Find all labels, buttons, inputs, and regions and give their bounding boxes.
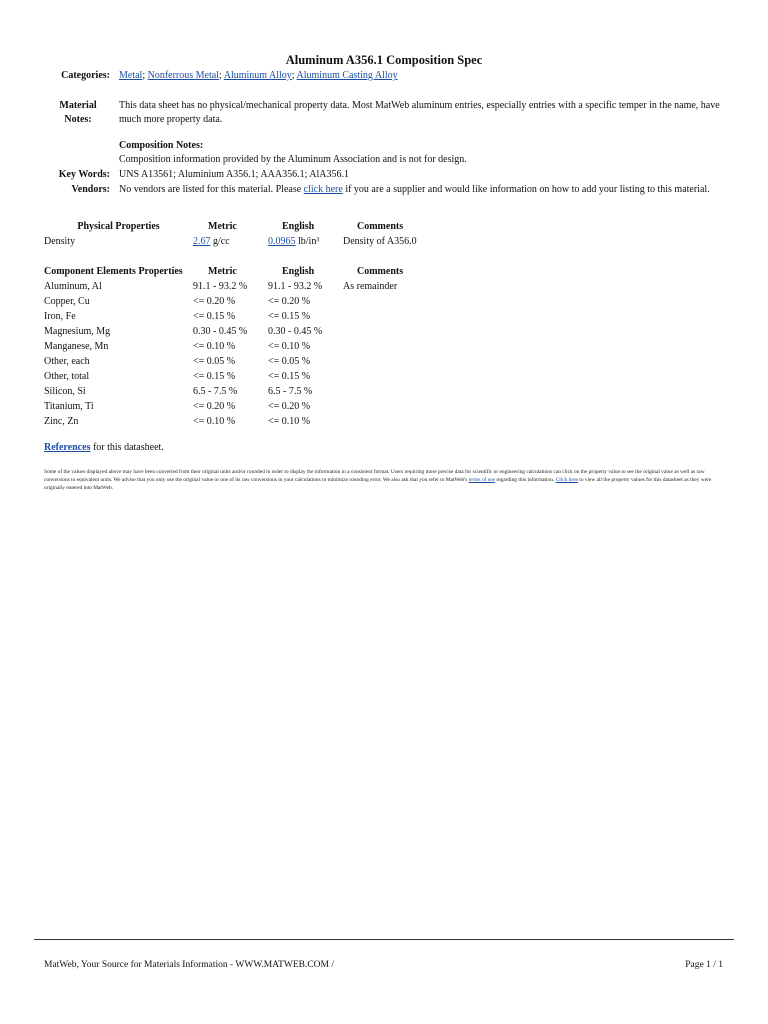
metric-value: <= 0.10 %	[193, 341, 236, 352]
element-name: Other, each	[44, 356, 90, 367]
disclaimer-part3: to view all the property values for this datasheet as they were originally entered into MatWeb.	[44, 477, 712, 491]
english-value	[268, 234, 343, 249]
element-name: Titanium, Ti	[44, 401, 94, 412]
table-row	[44, 414, 477, 429]
metric-value: 6.5 - 7.5 %	[193, 386, 238, 397]
category-link-metal[interactable]: Metal	[119, 70, 143, 81]
category-separator: ;	[291, 70, 297, 81]
english-value: <= 0.15 %	[268, 311, 311, 322]
category-link-nonferrous-metal[interactable]: Nonferrous Metal	[147, 70, 219, 81]
vendors-click-here-link[interactable]: click here	[303, 184, 343, 195]
density-metric-link[interactable]: 2.67	[193, 236, 211, 247]
component-elements-header: Component Elements Properties	[44, 266, 183, 277]
comment	[343, 369, 477, 384]
footer-source-text: MatWeb, Your Source for Materials Information - WWW.MATWEB.COM /	[44, 960, 334, 970]
element-name: Aluminum, Al	[44, 281, 102, 292]
metric-value: 0.30 - 0.45 %	[193, 326, 248, 337]
property-name: Density	[44, 236, 76, 247]
english-value: <= 0.20 %	[268, 401, 311, 412]
table-row	[44, 399, 477, 414]
english-value: <= 0.20 %	[268, 296, 311, 307]
comment	[343, 309, 477, 324]
composition-notes-heading: Composition Notes:	[119, 140, 204, 151]
metric-value: <= 0.20 %	[193, 401, 236, 412]
english-value: <= 0.10 %	[268, 341, 311, 352]
table-row	[44, 354, 477, 369]
material-notes-value	[119, 99, 739, 166]
categories-label: Categories:	[61, 70, 110, 81]
metric-unit: g/cc	[210, 236, 230, 247]
english-column-header: English	[282, 266, 315, 277]
table-row	[44, 234, 477, 249]
vendors-text-before: No vendors are listed for this material. Please	[119, 184, 304, 195]
comments-column-header: Comments	[357, 266, 404, 277]
english-value: 0.30 - 0.45 %	[268, 326, 323, 337]
category-separator: ;	[218, 70, 224, 81]
comment	[343, 294, 477, 309]
comment	[343, 384, 477, 399]
references-text: for this datasheet.	[90, 442, 164, 453]
english-value: 91.1 - 93.2 %	[268, 281, 323, 292]
disclaimer-part1: Some of the values displayed above may have been converted from their original units and/or rounded in order to display the information in a consistent format. Users requiring more precise data for scientific or engineering calculations can click on the property value to see the original value as well as raw conversions to equivalent units. We advise that you only use the original value or one of its raw conversions in your calculations to minimize rounding error. We also ask that you refer to MatWeb's	[44, 469, 705, 483]
vendors-value	[119, 183, 739, 197]
footer-divider	[34, 939, 734, 940]
comment	[343, 399, 477, 414]
key-words-value: UNS A13561; Aluminium A356.1; AAA356.1; AlA356.1	[119, 168, 350, 180]
metric-value: <= 0.15 %	[193, 371, 236, 382]
table-row	[44, 324, 477, 339]
view-original-values-link[interactable]: Click here	[555, 477, 578, 483]
material-notes-label	[46, 99, 119, 166]
key-words-label: Key Words:	[58, 168, 110, 180]
disclaimer-part2: regarding this information.	[495, 477, 556, 483]
references-link[interactable]: References	[44, 442, 91, 453]
terms-of-use-link[interactable]: terms of use	[468, 477, 495, 483]
metric-value: <= 0.10 %	[193, 416, 236, 427]
comment: Density of A356.0	[343, 236, 417, 247]
composition-notes-text: Composition information provided by the Aluminum Association and is not for design.	[119, 153, 467, 165]
component-elements-header-row	[44, 264, 477, 279]
comment	[343, 414, 477, 429]
element-name: Other, total	[44, 371, 90, 382]
metric-value: <= 0.15 %	[193, 311, 236, 322]
comment	[343, 354, 477, 369]
category-separator: ;	[142, 70, 148, 81]
element-name: Copper, Cu	[44, 296, 90, 307]
english-value: <= 0.15 %	[268, 371, 311, 382]
element-name: Iron, Fe	[44, 311, 76, 322]
table-row	[44, 294, 477, 309]
category-link-aluminum-alloy[interactable]: Aluminum Alloy	[223, 70, 292, 81]
density-english-link[interactable]: 0.0965	[268, 236, 296, 247]
table-row	[44, 339, 477, 354]
metric-value: <= 0.20 %	[193, 296, 236, 307]
english-column-header: English	[282, 221, 315, 232]
table-row	[44, 279, 477, 294]
element-name: Manganese, Mn	[44, 341, 109, 352]
material-notes-text: This data sheet has no physical/mechanical property data. Most MatWeb aluminum entries, especially entries with a specific temper in the name, have much more property data.	[119, 100, 720, 125]
vendors-label: Vendors:	[71, 184, 110, 195]
table-row	[44, 309, 477, 324]
material-notes-label-line2: Notes:	[64, 113, 92, 125]
metric-column-header: Metric	[208, 266, 237, 277]
english-value: <= 0.05 %	[268, 356, 311, 367]
comment: As remainder	[343, 281, 398, 292]
disclaimer-text	[44, 468, 729, 492]
metric-column-header: Metric	[208, 221, 237, 232]
metric-value: <= 0.05 %	[193, 356, 236, 367]
material-notes-label-line1: Material	[59, 100, 97, 111]
component-elements-table	[44, 264, 477, 429]
vendors-text-after: if you are a supplier and would like information on how to add your listing to this material.	[342, 184, 710, 195]
english-value: 6.5 - 7.5 %	[268, 386, 313, 397]
table-row	[44, 369, 477, 384]
material-info-table	[46, 69, 739, 197]
comments-column-header: Comments	[357, 221, 404, 232]
physical-properties-table	[44, 219, 477, 249]
metric-value	[193, 234, 268, 249]
physical-properties-header-row	[44, 219, 477, 234]
comment	[343, 324, 477, 339]
english-value: <= 0.10 %	[268, 416, 311, 427]
footer-page-number: Page 1 / 1	[685, 960, 723, 970]
metric-value: 91.1 - 93.2 %	[193, 281, 248, 292]
element-name: Magnesium, Mg	[44, 326, 111, 337]
comment	[343, 339, 477, 354]
table-row	[44, 384, 477, 399]
english-unit: lb/in³	[295, 236, 320, 247]
page-title: Aluminum A356.1 Composition Spec	[285, 53, 483, 67]
category-link-aluminum-casting-alloy[interactable]: Aluminum Casting Alloy	[296, 70, 398, 81]
element-name: Silicon, Si	[44, 386, 86, 397]
element-name: Zinc, Zn	[44, 416, 79, 427]
physical-properties-header: Physical Properties	[77, 221, 160, 232]
categories-value	[119, 69, 739, 99]
references-line	[44, 442, 164, 453]
